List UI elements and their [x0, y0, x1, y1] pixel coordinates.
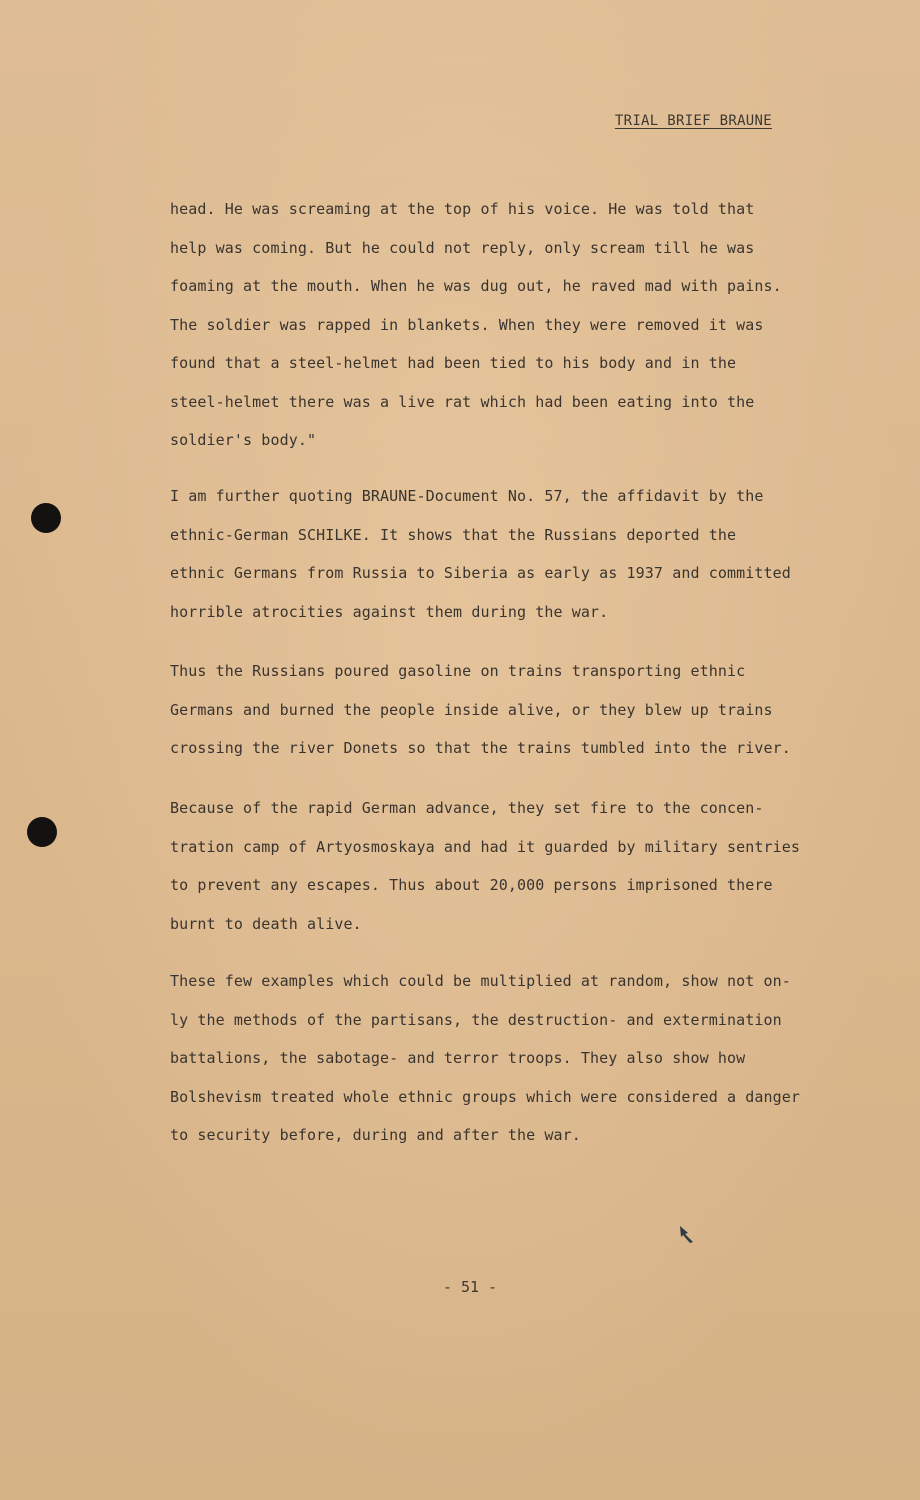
paragraph-4: [170, 789, 850, 943]
text-line: battalions, the sabotage- and terror troops. They also show how: [170, 1049, 746, 1067]
text-line: to security before, during and after the war.: [170, 1126, 581, 1144]
text-line: steel-helmet there was a live rat which had been eating into the: [170, 392, 755, 411]
ink-mark-icon: [678, 1224, 696, 1244]
text-line: soldier's body.": [170, 431, 317, 449]
text-line: I am further quoting BRAUNE-Document No. 57, the affidavit by the: [170, 487, 764, 505]
document-header: TRIAL BRIEF BRAUNE: [614, 113, 772, 129]
text-line: burnt to death alive.: [170, 914, 362, 933]
text-line: Germans and burned the people inside alive, or they blew up trains: [170, 700, 773, 719]
text-line: tration camp of Artyosmoskaya and had it guarded by military sentries: [170, 837, 801, 856]
text-line: ethnic-German SCHILKE. It shows that the Russians deported the: [170, 525, 737, 544]
text-line: The soldier was rapped in blankets. When they were removed it was: [170, 315, 764, 334]
page-number: - 51 -: [442, 1278, 498, 1296]
text-line: Bolshevism treated whole ethnic groups which were considered a danger: [170, 1087, 801, 1106]
text-line: crossing the river Donets so that the trains tumbled into the river.: [170, 739, 791, 757]
text-line: ethnic Germans from Russia to Siberia as early as 1937 and committed: [170, 564, 791, 582]
paragraph-3: [170, 652, 850, 768]
text-line: found that a steel-helmet had been tied to his body and in the: [170, 354, 737, 372]
text-line: head. He was screaming at the top of his voice. He was told that: [170, 200, 755, 218]
text-line: horrible atrocities against them during the war.: [170, 602, 609, 621]
text-line: to prevent any escapes. Thus about 20,000 persons imprisoned there: [170, 876, 773, 894]
text-line: Thus the Russians poured gasoline on trains transporting ethnic: [170, 662, 746, 680]
text-line: ly the methods of the partisans, the destruction- and extermination: [170, 1010, 782, 1029]
binder-hole-upper: [31, 503, 61, 533]
text-line: foaming at the mouth. When he was dug out, he raved mad with pains.: [170, 277, 782, 295]
text-line: Because of the rapid German advance, they set fire to the concen-: [170, 799, 764, 817]
text-line: help was coming. But he could not reply, only scream till he was: [170, 238, 755, 257]
text-line: These few examples which could be multiplied at random, show not on-: [170, 972, 791, 990]
paragraph-2: [170, 477, 850, 631]
paragraph-1: [170, 190, 850, 460]
paragraph-5: [170, 962, 850, 1155]
binder-hole-lower: [27, 817, 57, 847]
